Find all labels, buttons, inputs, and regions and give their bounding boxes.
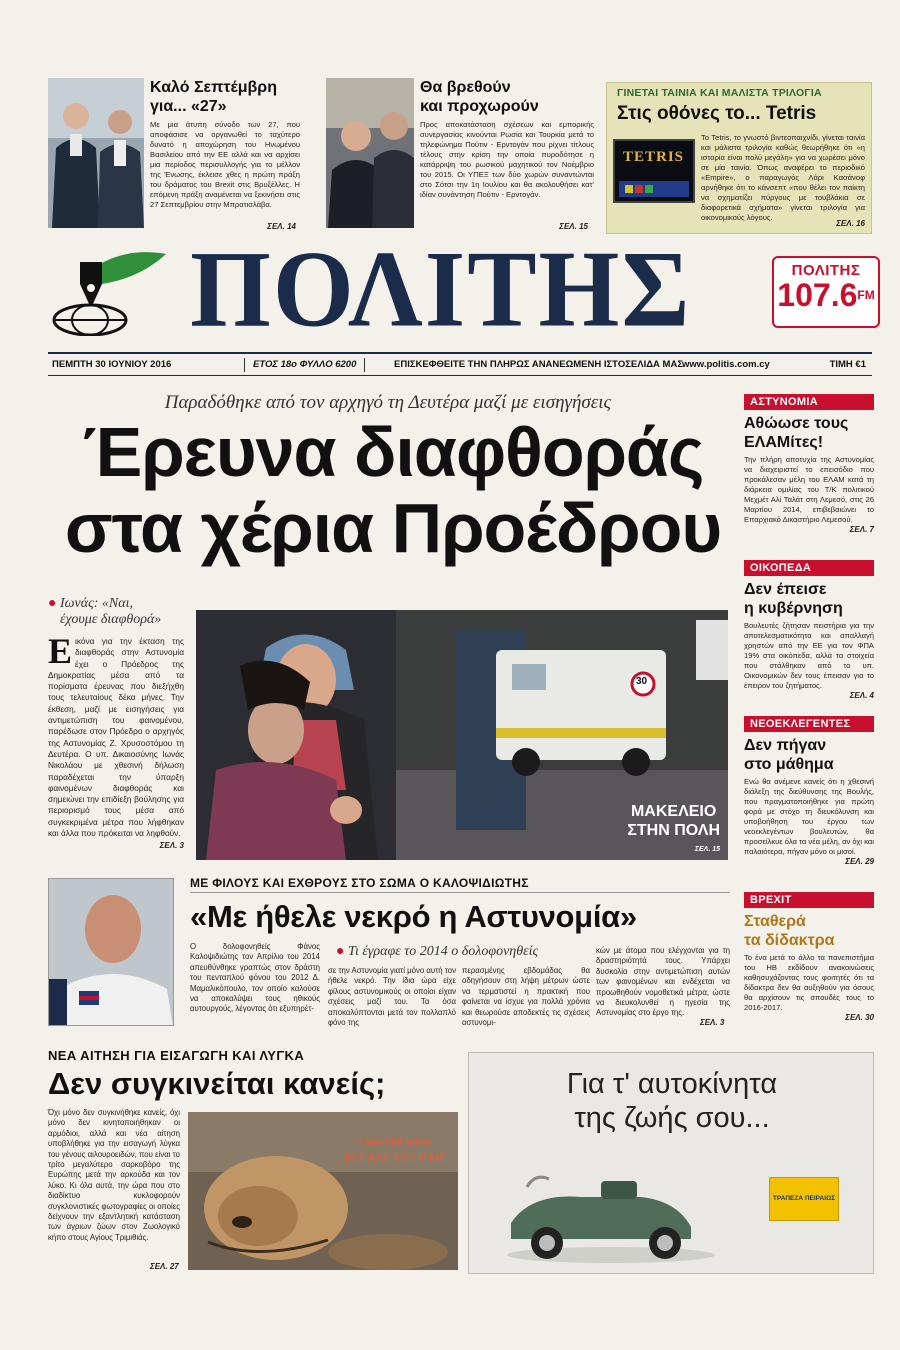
- sidebar-page-mps: ΣΕΛ. 29: [845, 857, 874, 866]
- sidebar-page-police: ΣΕΛ. 7: [849, 525, 874, 534]
- sidebar-tag-mps: ΝΕΟΕΚΛΕΓΕΝΤΕΣ: [744, 716, 874, 732]
- lead-photo-istanbul[interactable]: [196, 610, 728, 860]
- sidebar-page-brexit: ΣΕΛ. 30: [845, 1013, 874, 1022]
- sidebar-body-police: Την πλήρη αποτυχία της Αστυνομίας να διαχειριστεί το επεισόδιο που προκάλεσαν μέλη του ΕΛΑΜ κατά τη διάρκεια ομιλίας του Τ/Κ πολιτικού Μεχμέτ Αλί Ταλάτ στη Λεμεσό, στις 26 Μαρτίου 2014, επιβεβαιώνει το Επαρχιακό Δικαστήριο Λεμεσού.: [744, 455, 874, 524]
- tetris-logo-text: TETRIS: [623, 149, 685, 165]
- ad-headline: [469, 1067, 875, 1135]
- sidebar-headline-plots-line1: Δεν έπεισε: [744, 581, 827, 598]
- tetris-screen-image: [613, 139, 695, 203]
- radio-freq-number: 107.6: [777, 277, 858, 313]
- teaser-brexit-headline-line1: Καλό Σεπτέμβρη: [150, 79, 277, 96]
- third-body: Όχι μόνο δεν συγκινήθηκε κανείς, όχι μόνο δεν κινητοποιήθηκαν οι αρμόδιοι, αλλά και νέα αίτηση υποβλήθηκε για την εισαγωγή λύγκα του γένους αιλουροειδών, που είναι το τρίτο μεγαλύτερο σαρκοβόρο της Ευρώπης μετά την αρκούδα και τον λύκο. Κι όλα αυτά, την ώρα που στο διαδίκτυο κυκλοφορούν συγκλονιστικές φωτογραφίες οι οποίες δείχνουν την εξαντλητική κατάσταση των άγριων ζώων στον Ζωολογικό κήπο στους Αγίους Τριμιθιάς.: [48, 1108, 180, 1242]
- masthead: [40, 229, 880, 350]
- sidebar-item-police[interactable]: [744, 394, 874, 560]
- second-headline[interactable]: «Με ήθελε νεκρό η Αστυνομία»: [190, 899, 637, 934]
- lead-dropcap: Ε: [48, 631, 73, 671]
- sidebar-body-brexit: Το ένα μετά το άλλο τα πανεπιστήμια του ΗΒ εκδίδουν ανακοινώσεις καθησυχάζοντας τους φοιτητές ότι τα δίδακτρα δεν θα αυξηθούν για όσους θα αρχίσουν τις σπουδές τους το 2016-2017.: [744, 953, 874, 1012]
- sidebar-tag-police: ΑΣΤΥΝΟΜΙΑ: [744, 394, 874, 410]
- lead-headline[interactable]: [48, 414, 738, 566]
- ad-headline-line1: Για τ' αυτοκίνητα: [566, 1068, 778, 1100]
- lead-photo-caption-line1: ΜΑΚΕΛΕΙΟ: [630, 803, 717, 820]
- radio-badge[interactable]: [772, 256, 880, 328]
- sidebar-headline-mps-line1: Δεν πήγαν: [744, 737, 827, 754]
- sidebar-headline-mps: [744, 736, 874, 774]
- ad-headline-line2: της ζωής σου...: [574, 1102, 770, 1134]
- lead-quote-line2: έχουμε διαφθορά»: [60, 612, 162, 627]
- teaser-tetris-body: Το Tetris, το γνωστό βιντεοπαιχνίδι, γίνεται ταινία και μάλιστα τριλογία καθώς θεωρήθηκε ότι «η ιστορία είναι πολύ μεγάλη» για να χωρέσει μόνο σε μία ταινία. Όπως αναφέρει το περιοδικό «Empire», ο παραγωγός Λάρι Κασάνοφ αρνήθηκε ότι το κάνσεπτ «που θέλει τον παίκτη να σχηματίζει πύργους με τουβλάκια σε διαφορετικά σχήματα» γίνεται τριλογία για οικονομικούς λόγους.: [701, 133, 865, 222]
- lead-body: [48, 631, 184, 851]
- teaser-tetris[interactable]: [606, 82, 872, 234]
- third-page: ΣΕΛ. 27: [150, 1262, 179, 1271]
- radio-frequency: [774, 279, 878, 311]
- sidebar-item-brexit[interactable]: [744, 892, 874, 1042]
- third-headline[interactable]: Δεν συγκινείται κανείς;: [48, 1066, 386, 1101]
- speed-sign-text: 30: [636, 676, 648, 687]
- teaser-putin-headline-line2: και προχωρούν: [420, 98, 539, 115]
- sidebar-headline-police-line1: Αθώωσε τους: [744, 415, 849, 432]
- sidebar-headline-police-line2: ΕΛΑΜίτες!: [744, 434, 824, 451]
- sidebar-item-mps[interactable]: [744, 716, 874, 892]
- ad-bank-name: ΤΡΑΠΕΖΑ ΠΕΙΡΑΙΩΣ: [772, 1195, 836, 1202]
- sidebar-headline-brexit: [744, 912, 874, 950]
- website-link[interactable]: www.politis.com.cy: [682, 359, 770, 370]
- red-bullet-icon: ●: [48, 596, 57, 611]
- sidebar-headline-brexit-line1: Σταθερά: [744, 913, 806, 930]
- second-page: ΣΕΛ. 3: [700, 1018, 725, 1027]
- lead-quote-line1: Ιωνάς: «Ναι,: [59, 596, 133, 611]
- teaser-putin-body: Προς αποκατάσταση σχέσεων και εμπορικής συνεργασίας κινούνται Ρωσία και Τουρκία μετά το τηλεφώνημα Πούτιν - Ερντογάν που ρίχνει τίτλους τέλους στην κρίση την οποία πυροδότησε η κατάρριψη του ρωσικού μαχητικού τον Νοέμβριο του 2015. Οι ΥΠΕΞ των δύο χωρών συναντώνται στο Σότσι την 1η Ιουλίου και θα ακολουθήσει κατ' ιδίαν συνάντηση Πούτιν - Ερντογάν.: [420, 120, 594, 199]
- lion-photo-text-line1: I am still alive.: [358, 1135, 434, 1149]
- lead-page: ΣΕΛ. 3: [159, 841, 184, 851]
- teaser-brexit-page: ΣΕΛ. 14: [267, 222, 296, 231]
- sidebar: [744, 394, 874, 1042]
- lion-photo-text: [338, 1134, 454, 1166]
- teaser-putin-erdogan[interactable]: [326, 78, 594, 234]
- sidebar-body-mps: Ενώ θα ανέμενε κανείς ότι η χθεσινή διάλεξη της διεύθυνσης της Βουλής, που πραγματοποιήθηκε για πρώτη φορά με στόχο τη διευκόλυνση και υποβοήθηση του έργου των νεοεκλεγέντων βουλευτών, θα προσείλκυε όλα τα νέα μέλη, αν όχι και παλαιότερα, πήγαν μόνο οι μισοί.: [744, 777, 874, 856]
- teaser-putin-headline-line1: Θα βρεθούν: [420, 79, 511, 96]
- sidebar-headline-brexit-line2: τα δίδακτρα: [744, 932, 835, 949]
- radio-fm-label: FM: [857, 288, 875, 302]
- teaser-tetris-page: ΣΕΛ. 16: [836, 219, 865, 228]
- website-promo: ΕΠΙΣΚΕΦΘΕΙΤΕ ΤΗΝ ΠΛΗΡΩΣ ΑΝΑΝΕΩΜΕΝΗ ΙΣΤΟΣΕΛΙΔΑ ΜΑΣ: [394, 359, 684, 370]
- issue-price: ΤΙΜΗ €1: [829, 359, 866, 370]
- third-strap: ΝΕΑ ΑΙΤΗΣΗ ΓΙΑ ΕΙΣΑΓΩΓΗ ΚΑΙ ΛΥΓΚΑ: [48, 1048, 305, 1063]
- second-strap: ΜΕ ΦΙΛΟΥΣ ΚΑΙ ΕΧΘΡΟΥΣ ΣΤΟ ΣΩΜΑ Ο ΚΑΛΟΨΙΔΙΩΤΗΣ: [190, 876, 730, 893]
- logo-pen-globe-icon: [40, 244, 180, 336]
- lead-headline-line2: στα χέρια Προέδρου: [64, 489, 722, 567]
- lead-headline-line1: Έρευνα διαφθοράς: [82, 413, 704, 491]
- red-bullet-icon: ●: [336, 944, 345, 959]
- sidebar-page-plots: ΣΕΛ. 4: [849, 691, 874, 700]
- teaser-brexit[interactable]: [48, 78, 300, 234]
- ad-bank-logo: [769, 1177, 839, 1221]
- sidebar-headline-plots: [744, 580, 874, 618]
- teaser-brexit-photo: [48, 78, 144, 228]
- lead-photo-caption-line2: ΣΤΗΝ ΠΟΛΗ: [627, 822, 720, 839]
- teaser-brexit-headline: [150, 78, 300, 116]
- second-photo-kalopsidiotis[interactable]: [48, 878, 174, 1026]
- second-subhead: [336, 944, 586, 960]
- sidebar-tag-plots: ΟΙΚΟΠΕΔΑ: [744, 560, 874, 576]
- sidebar-headline-police: [744, 414, 874, 452]
- teaser-tetris-headline: Στις οθόνες το... Tetris: [617, 103, 817, 124]
- teaser-putin-page: ΣΕΛ. 15: [559, 222, 588, 231]
- teaser-brexit-headline-line2: για... «27»: [150, 98, 227, 115]
- lead-body-text: ικόνα για την έκταση της διαφθοράς στην Αστυνομία έχει ο Πρόεδρος της Δημοκρατίας μέσα από τα πορίσματα έρευνας που διεξήχθη τους τελευταίους δέκα μήνες. Την έκθεση, μαζί με εισηγήσεις για αντιμετώπιση του φαινομένου, παρέδωσε στον Πρόεδρο ο αρχηγός της Αστυνομίας Ζ. Χρυσοστόμου τη Δευτέρα. Ο υπ. Δικαιοσύνης Ιωνάς Νικολάου με χθεσινή δήλωση παραδέχεται την ύπαρξη φαινομένων διαφθοράς και σημειώνει την επιδίεξη βούλησης για περιορισμό τους μέσα από συγκεκριμένα μέτρα που λήφθηκαν και άλλα που πρόκειται να ληφθούν.: [48, 636, 184, 839]
- second-col4: κών με άτομα που ελέγχονται για τη δραστηριότητά τους. Υπάρχει δυσκολία στην αντιμετώπιση αυτών των φαινομένων και ενδέχεται να προωθηθούν νομοθετικά μέτρα, ώστε να διευκολυνθεί η ηγεσία της Αστυνομίας στο έργο της.: [596, 946, 730, 1018]
- sidebar-headline-mps-line2: στο μάθημα: [744, 756, 834, 773]
- sidebar-headline-plots-line2: η κυβέρνηση: [744, 600, 843, 617]
- lead-kicker: Παραδόθηκε από τον αρχηγό τη Δευτέρα μαζί με εισηγήσεις: [164, 392, 612, 413]
- radio-name: ΠΟΛΙΤΗΣ: [791, 262, 861, 279]
- second-subhead-text: Τι έγραφε το 2014 ο δολοφονηθείς: [347, 944, 539, 959]
- third-photo-lion[interactable]: [188, 1112, 458, 1270]
- lead-photo-caption: [627, 802, 720, 840]
- teaser-putin-photo: [326, 78, 414, 228]
- teaser-tetris-kicker: ΓΙΝΕΤΑΙ ΤΑΙΝΙΑ ΚΑΙ ΜΑΛΙΣΤΑ ΤΡΙΛΟΓΙΑ: [617, 87, 822, 99]
- issue-number: ΕΤΟΣ 18ο ΦΥΛΛΟ 6200: [244, 358, 365, 372]
- masthead-title: ΠΟΛΙΤΗΣ: [190, 229, 692, 350]
- sidebar-body-plots: Βουλευτές ζήτησαν πειστήρια για την αποτελεσματικότητα και απαλλαγή χρηστών από την ΕΕ για τον ΦΠΑ 19% στα οικόπεδα, αλλά τα στοιχεία που στάλθηκαν από το υπ. Οικονομικών δεν τους έπεισαν για το έπειρον του ζητήματος.: [744, 621, 874, 690]
- issue-date: ΠΕΜΠΤΗ 30 ΙΟΥΝΙΟΥ 2016: [52, 359, 172, 370]
- teaser-brexit-body: Με μια άτυπη σύνοδο των 27, που αποφάσισε να οργανωθεί το ταχύτερο δυνατό η αποχώρηση του Ηνωμένου Βασιλείου από την ΕΕ αλλά και να αρχίσει μια περίοδος περισυλλογής για το μέλλον της Ένωσης, έκλεισε χθες η πρώτη πράξη του δράματος του Brexit στις Βρυξέλλες. Η επόμενη πράξη αναμένεται να ξεκινήσει στις 27 Σεπτεμβρίου στην Μπρατισλάβα.: [150, 120, 300, 209]
- ad-pedal-car-image: [491, 1157, 721, 1267]
- teaser-putin-headline: [420, 78, 594, 116]
- sidebar-item-plots[interactable]: [744, 560, 874, 716]
- lead-photo-page: ΣΕΛ. 15: [694, 846, 720, 853]
- dateline-bar: [48, 352, 872, 376]
- second-col2: σε την Αστυνομία γιατί μόνο αυτή τον ήθελε νεκρό. Την ίδια ώρα είχε φίλους αστυνομικούς οι οποίοι είχαν σχέσεις μαζί του. Τα όσα αποκαλύπτονται μετά τον πολλαπλό φόνο της: [328, 966, 456, 1028]
- ad-piraeus[interactable]: [468, 1052, 874, 1274]
- sidebar-tag-brexit: ΒΡΕΧΙΤ: [744, 892, 874, 908]
- second-col1: Ο δολοφονηθείς Φάνος Καλοψιδιώτης τον Απρίλιο του 2014 απευθύνθηκε γραπτώς στον δράστη του πενταπλού φόνου του 2012 Δ. Μαμαλικόπουλο, τον οποίο καλούσε να αποκαλύψει τους ηθικούς αυτουργούς, λέγοντας ότι εξυπηρέτ-: [190, 942, 320, 1014]
- lead-quote: [48, 596, 188, 628]
- second-col3: περασμένης εβδομάδας θα οδηγήσουν στη λήψη μέτρων ώστε να τερματιστεί η πρακτική που φαίνεται να ίσχυε για πολλά χρόνια και θεωρούσε αποδεκτές τις σχέσεις αστυνομι-: [462, 966, 590, 1028]
- lion-photo-text-line2: PLEASE HELP ME: [344, 1151, 448, 1165]
